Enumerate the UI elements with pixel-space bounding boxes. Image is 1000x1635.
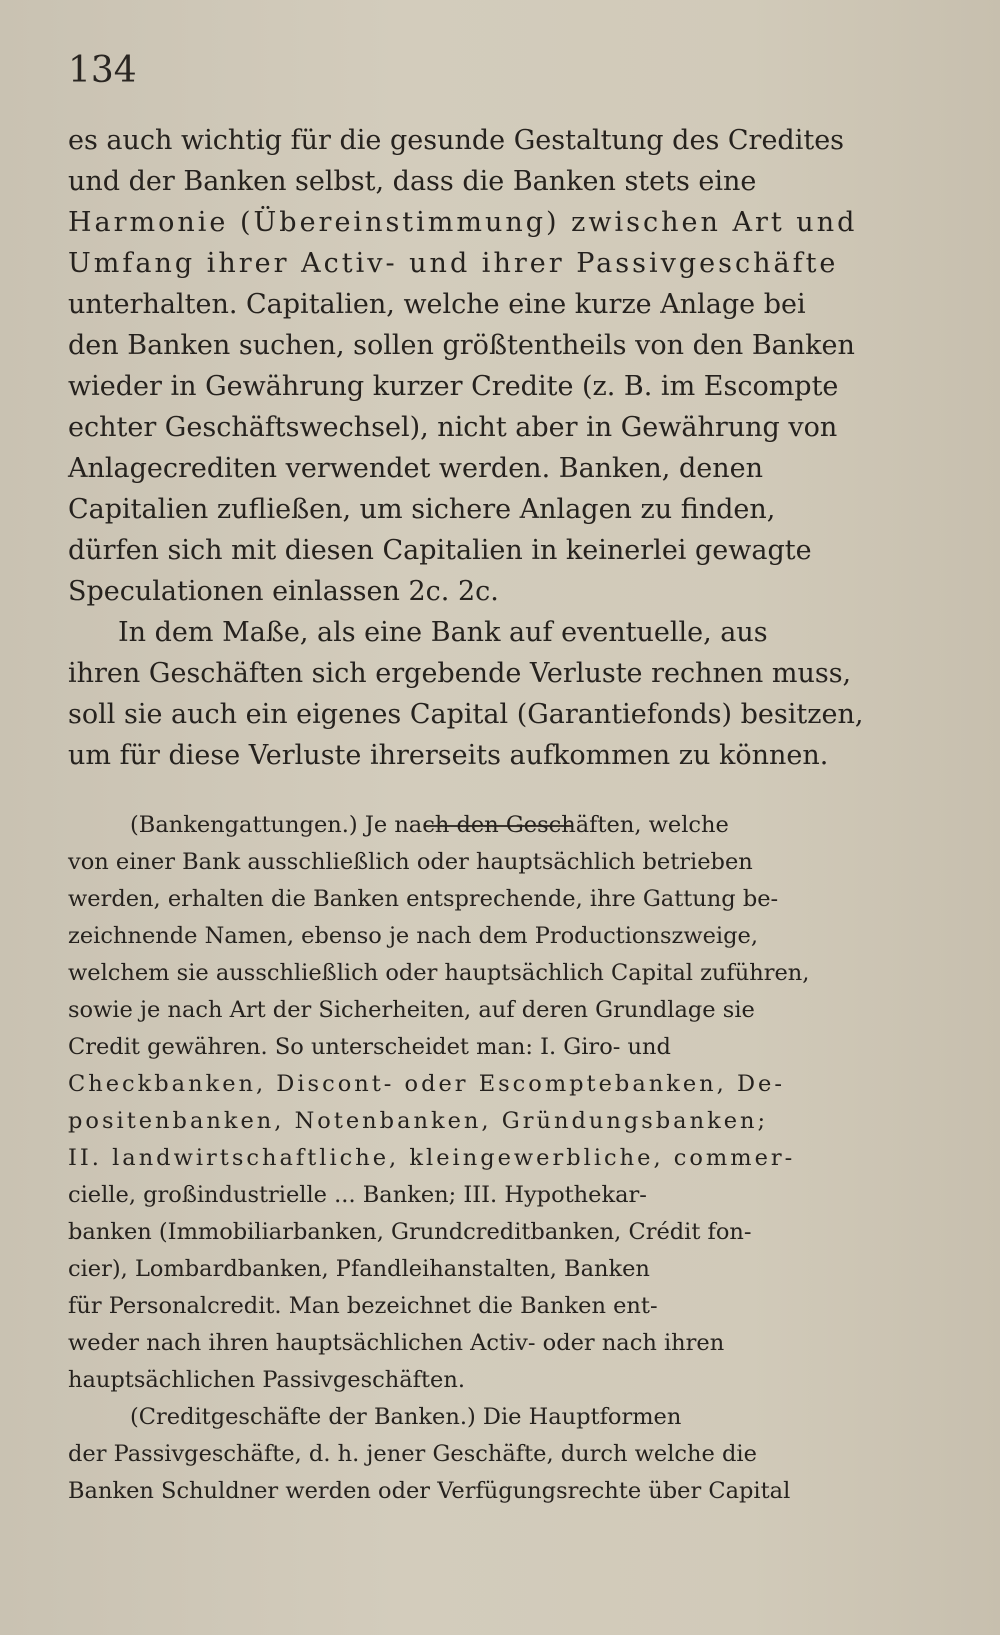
text-line: echter Geschäftswechsel), nicht aber in Gewährung von: [68, 412, 838, 443]
text-line: werden, erhalten die Banken entsprechende, ihre Gattung be-: [68, 886, 779, 912]
text-line: positenbanken, Notenbanken, Gründungsbanken;: [68, 1108, 769, 1134]
text-line: unterhalten. Capitalien, welche eine kurze Anlage bei: [68, 289, 806, 320]
text-line: soll sie auch ein eigenes Capital (Garantiefonds) besitzen,: [68, 699, 864, 730]
text-line: Anlagecrediten verwendet werden. Banken, denen: [68, 453, 763, 484]
text-line: den Banken suchen, sollen größtentheils von den Banken: [68, 330, 855, 361]
text-line: cielle, großindustrielle ... Banken; III. Hypothekar-: [68, 1182, 647, 1208]
text-line: für Personalcredit. Man bezeichnet die Banken ent-: [68, 1293, 658, 1319]
text-line: und der Banken selbst, dass die Banken stets eine: [68, 166, 757, 197]
text-line: (Creditgeschäfte der Banken.) Die Hauptformen: [130, 1404, 682, 1430]
text-line: banken (Immobiliarbanken, Grundcreditbanken, Crédit fon-: [68, 1219, 752, 1245]
text-line: Banken Schuldner werden oder Verfügungsrechte über Capital: [68, 1478, 791, 1504]
text-line: wieder in Gewährung kurzer Credite (z. B. im Escompte: [68, 371, 839, 402]
text-line: sowie je nach Art der Sicherheiten, auf deren Grundlage sie: [68, 997, 755, 1023]
text-line: von einer Bank ausschließlich oder hauptsächlich betrieben: [68, 849, 753, 875]
page-number: 134: [68, 50, 137, 91]
text-line: um für diese Verluste ihrerseits aufkommen zu können.: [68, 740, 829, 771]
text-line: Speculationen einlassen 2c. 2c.: [68, 576, 499, 607]
text-line: weder nach ihren hauptsächlichen Activ- oder nach ihren: [68, 1330, 725, 1356]
text-line: Umfang ihrer Activ- und ihrer Passivgeschäfte: [68, 248, 839, 279]
text-line: Credit gewähren. So unterscheidet man: I. Giro- und: [68, 1034, 671, 1060]
text-line: welchem sie ausschließlich oder hauptsächlich Capital zuführen,: [68, 960, 810, 986]
text-line: es auch wichtig für die gesunde Gestaltung des Credites: [68, 125, 845, 156]
text-line: Capitalien zufließen, um sichere Anlagen zu finden,: [68, 494, 776, 525]
text-line: (Bankengattungen.) Je nach den Geschäften, welche: [130, 812, 729, 838]
text-line: Checkbanken, Discont- oder Escomptebanken, De-: [68, 1071, 785, 1097]
text-line: dürfen sich mit diesen Capitalien in keinerlei gewagte: [68, 535, 812, 566]
text-line: In dem Maße, als eine Bank auf eventuelle, aus: [118, 617, 768, 648]
text-line: ihren Geschäften sich ergebende Verluste rechnen muss,: [68, 658, 852, 689]
text-line: hauptsächlichen Passivgeschäften.: [68, 1367, 465, 1393]
text-line: cier), Lombardbanken, Pfandleihanstalten, Banken: [68, 1256, 650, 1282]
text-line: zeichnende Namen, ebenso je nach dem Productionszweige,: [68, 923, 758, 949]
text-line: Harmonie (Übereinstimmung) zwischen Art und: [68, 207, 858, 238]
text-line: II. landwirtschaftliche, kleingewerbliche, commer-: [68, 1145, 796, 1171]
text-line: der Passivgeschäfte, d. h. jener Geschäfte, durch welche die: [68, 1441, 757, 1467]
